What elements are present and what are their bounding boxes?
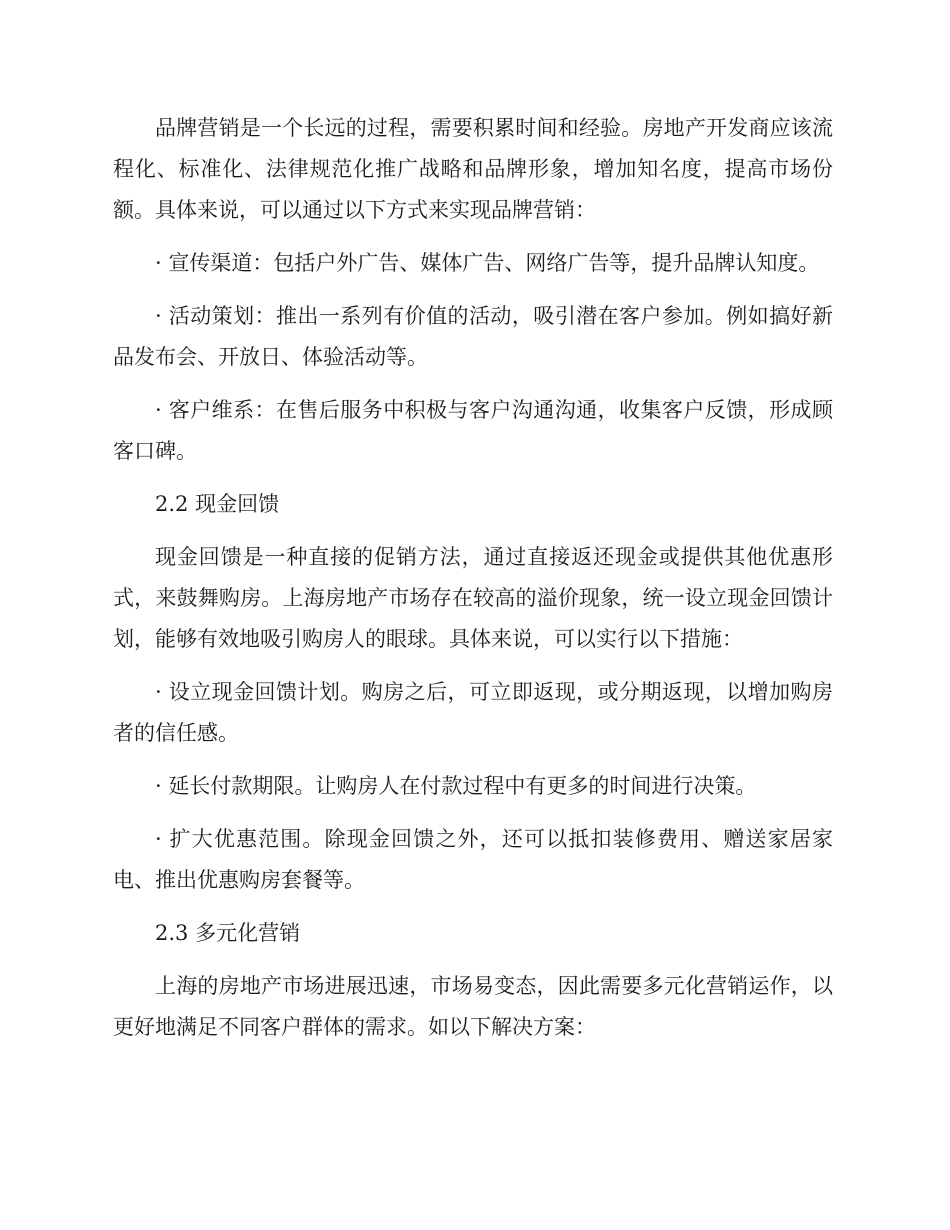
section-heading-cash-rebate: 2.2 现金回馈 — [155, 492, 280, 516]
bullet-promotion-channels: · 宣传渠道：包括户外广告、媒体广告、网络广告等，提升品牌认知度。 — [155, 251, 820, 275]
bullet-expand-discounts: · 扩大优惠范围。除现金回馈之外，还可以抵扣装修费用、赠送家居家电、推出优惠购房套餐等。 — [113, 827, 833, 892]
paragraph-cash-rebate: 现金回馈是一种直接的促销方法，通过直接返还现金或提供其他优惠形式，来鼓舞购房。上海房地产市场存在较高的溢价现象，统一设立现金回馈计划，能够有效地吸引购房人的眼球。具体来说，可以实行以下措施： — [113, 545, 833, 651]
paragraph-diversified-marketing: 上海的房地产市场进展迅速，市场易变态，因此需要多元化营销运作，以更好地满足不同客户群体的需求。如以下解决方案： — [113, 974, 833, 1039]
section-heading-diversified-marketing: 2.3 多元化营销 — [155, 921, 301, 945]
bullet-rebate-plan: · 设立现金回馈计划。购房之后，可立即返现，或分期返现，以增加购房者的信任感。 — [113, 680, 833, 745]
bullet-extend-payment: · 延长付款期限。让购房人在付款过程中有更多的时间进行决策。 — [155, 774, 757, 798]
document-body — [113, 108, 833, 1060]
bullet-event-planning: · 活动策划：推出一系列有价值的活动，吸引潜在客户参加。例如搞好新品发布会、开放日、体验活动等。 — [113, 304, 833, 369]
bullet-customer-retention: · 客户维系：在售后服务中积极与客户沟通沟通，收集客户反馈，形成顾客口碑。 — [113, 398, 833, 463]
paragraph-brand-marketing: 品牌营销是一个长远的过程，需要积累时间和经验。房地产开发商应该流程化、标准化、法律规范化推广战略和品牌形象，增加知名度，提高市场份额。具体来说，可以通过以下方式来实现品牌营销： — [113, 116, 833, 222]
